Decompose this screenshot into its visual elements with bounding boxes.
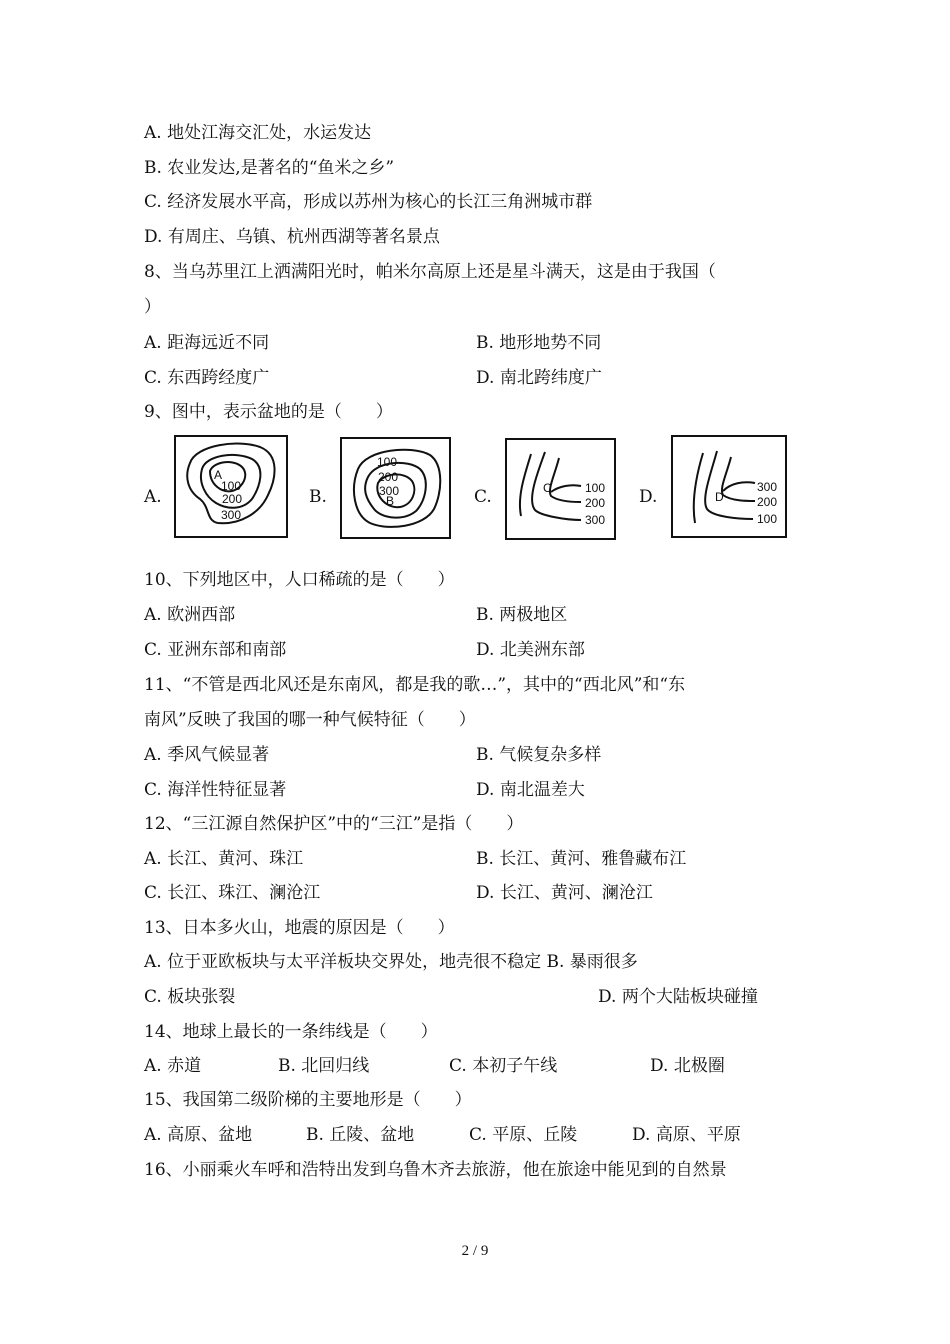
q12-option-a: A. 长江、黄河、珠江 (144, 849, 304, 869)
q16-stem: 16、小丽乘火车呼和浩特出发到乌鲁木齐去旅游，他在旅途中能见到的自然景 (144, 1160, 727, 1180)
point-label-a: A (214, 468, 223, 482)
q13-stem: 13、日本多火山，地震的原因是（ ） (144, 918, 455, 938)
q8-option-a: A. 距海远近不同 (144, 333, 270, 353)
contour-label: 300 (379, 484, 400, 498)
q9-label-d: D. (639, 487, 658, 507)
q7-option-c: C. 经济发展水平高，形成以苏州为核心的长江三角洲城市群 (144, 192, 593, 212)
q9-label-b: B. (309, 487, 327, 507)
q8-option-d: D. 南北跨纬度广 (476, 368, 602, 388)
q15-option-c: C. 平原、丘陵 (469, 1125, 578, 1145)
q9-label-c: C. (474, 487, 492, 507)
q14-option-a: A. 赤道 (144, 1056, 202, 1076)
q15-option-b: B. 丘陵、盆地 (306, 1125, 415, 1145)
q9-stem: 9、图中，表示盆地的是（ ） (144, 402, 393, 422)
q11-option-c: C. 海洋性特征显著 (144, 780, 287, 800)
q7-option-a: A. 地处江海交汇处，水运发达 (144, 123, 372, 143)
q15-option-a: A. 高原、盆地 (144, 1125, 253, 1145)
q10-stem: 10、下列地区中，人口稀疏的是（ ） (144, 570, 455, 590)
q14-option-c: C. 本初子午线 (449, 1056, 558, 1076)
contour-label: 200 (222, 492, 243, 506)
q11-option-b: B. 气候复杂多样 (476, 745, 602, 765)
q12-option-c: C. 长江、珠江、澜沧江 (144, 883, 321, 903)
q13-option-c: C. 板块张裂 (144, 987, 236, 1007)
q13-option-d: D. 两个大陆板块碰撞 (598, 987, 758, 1007)
q15-option-d: D. 高原、平原 (632, 1125, 741, 1145)
point-label-b: B (386, 494, 395, 508)
q7-option-b: B. 农业发达,是著名的“鱼米之乡” (144, 158, 395, 178)
contour-label: 200 (585, 496, 606, 510)
q11-stem-cont: 南风”反映了我国的哪一种气候特征（ ） (144, 710, 476, 730)
contour-label: 200 (757, 495, 778, 509)
q13-option-ab: A. 位于亚欧板块与太平洋板块交界处，地壳很不稳定 B. 暴雨很多 (144, 952, 638, 972)
contour-label: 300 (585, 513, 606, 527)
q11-option-d: D. 南北温差大 (476, 780, 585, 800)
q12-option-d: D. 长江、黄河、澜沧江 (476, 883, 653, 903)
q12-stem: 12、“三江源自然保护区”中的“三江”是指（ ） (144, 814, 524, 834)
q14-option-d: D. 北极圈 (650, 1056, 725, 1076)
q8-option-b: B. 地形地势不同 (476, 333, 602, 353)
point-label-d: D (715, 490, 724, 504)
contour-label: 100 (757, 512, 778, 526)
q7-option-d: D. 有周庄、乌镇、杭州西湖等著名景点 (144, 227, 440, 247)
contour-label: 300 (221, 508, 242, 522)
q10-option-d: D. 北美洲东部 (476, 640, 585, 660)
contour-map-a (174, 435, 288, 538)
q10-option-a: A. 欧洲西部 (144, 605, 236, 625)
q10-option-b: B. 两极地区 (476, 605, 568, 625)
q9-label-a: A. (144, 487, 162, 507)
contour-map-d (671, 435, 787, 538)
contour-label: 300 (757, 480, 778, 494)
q12-option-b: B. 长江、黄河、雅鲁藏布江 (476, 849, 687, 869)
q11-stem: 11、“不管是西北风还是东南风，都是我的歌…”，其中的“西北风”和“东 (144, 675, 686, 695)
q11-option-a: A. 季风气候显著 (144, 745, 270, 765)
contour-label: 200 (378, 470, 399, 484)
page-number: 2 / 9 (461, 1243, 489, 1259)
q8-stem: 8、当乌苏里江上洒满阳光时，帕米尔高原上还是星斗满天，这是由于我国（ (144, 262, 716, 282)
q8-option-c: C. 东西跨经度广 (144, 368, 270, 388)
contour-map-b (340, 437, 451, 539)
contour-label: 100 (377, 455, 398, 469)
q14-stem: 14、地球上最长的一条纬线是（ ） (144, 1022, 438, 1042)
q15-stem: 15、我国第二级阶梯的主要地形是（ ） (144, 1090, 472, 1110)
contour-label: 100 (585, 481, 606, 495)
point-label-c: C (543, 481, 552, 495)
q14-option-b: B. 北回归线 (278, 1056, 370, 1076)
q10-option-c: C. 亚洲东部和南部 (144, 640, 287, 660)
q8-stem-cont: ） (144, 297, 161, 317)
contour-label: 100 (221, 479, 242, 493)
contour-map-c (505, 438, 616, 540)
